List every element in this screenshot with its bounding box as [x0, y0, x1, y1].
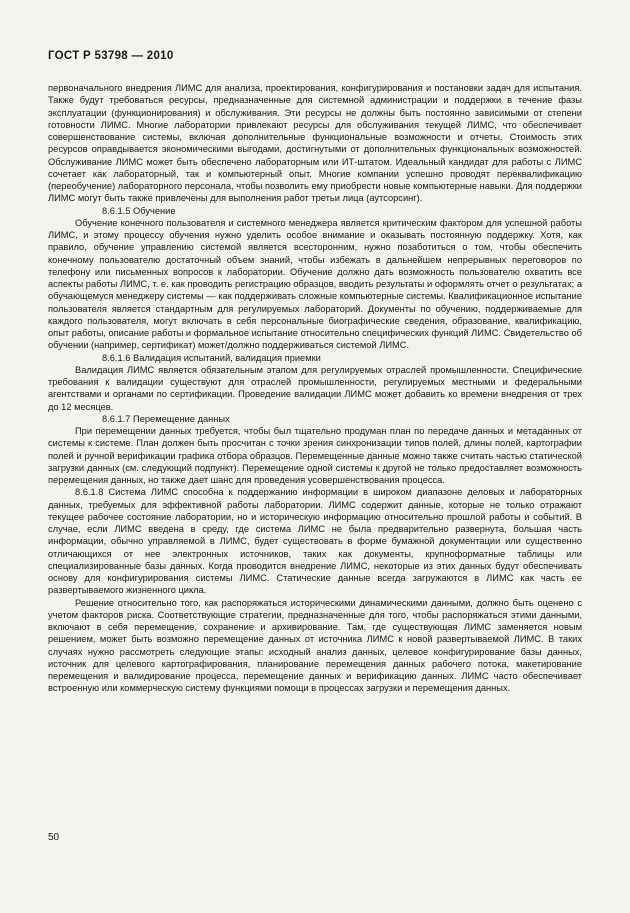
- section-heading-training: 8.6.1.5 Обучение: [102, 205, 176, 216]
- paragraph-continuation: первоначального внедрения ЛИМС для анализа, проектирования, конфигурирования и постановки задач для испытания. Также будут требоваться ресурсы, предназначенные для системной администрации и поддержки в течение фазы эксплуатации (функционирования) и обслуживания. Эти ресурсы не должны быть постоянно зависимыми от степени готовности ЛИМС. Многие лаборатории привлекают ресурсы для обслуживания текущей ЛИМС, что обеспечивает совершенствование системы, включая дополнительные функциональные возможности и отчеты. Стоимость этих ресурсов оправдывается экономическими выгодами, достигнутыми от дополнительных функциональных возможностей. Обслуживание ЛИМС может быть обеспечено лабораторным или ИТ-штатом. Идеальный кандидат для работы с ЛИМС сочетает как лабораторный, так и компьютерный опыт. Многие компании успешно проводят переквалификацию (переобучение) лабораторного персонала, чтобы позволить ему приобрести новые компьютерные навыки. Для поддержки ЛИМС могут быть также привлечены для выполнения работ третьи лица (аутсорсинг).: [48, 83, 582, 204]
- section-heading-validation: 8.6.1.6 Валидация испытаний, валидация приемки: [102, 352, 321, 363]
- paragraph-validation: Валидация ЛИМС является обязательным этапом для регулируемых отраслей промышленности. Специфические требования к валидации существуют для отраслей промышленности, регулируемых местными и федеральными агентствами и органами по сертификации. Проведение валидации ЛИМС может добавить ко времени внедрения от трех до 12 месяцев.: [48, 364, 582, 412]
- page-number: 50: [48, 832, 60, 843]
- document-body: [48, 82, 582, 695]
- paragraph-lims-data: 8.6.1.8 Система ЛИМС способна к поддержанию информации в широком диапазоне деловых и лабораторных данных, требуемых для эффективной работы лаборатории. ЛИМС содержит данные, которые не только отражают текущее рабочее состояние лаборатории, но и историческую информацию относительно прошлой работы и событий. В случае, если ЛИМС введена в среду, где система ЛИМС не была предварительно развернута, большая часть информации, обычно управляемой в ЛИМС, будет существовать в форме бумажной документации или существенно отличающихся от нее электронных источников, таких как документы, крупноформатные таблицы или специализированные базы данных. Когда проводится внедрение ЛИМС, некоторые из этих данных будут обеспечивать основу для конфигурирования системы ЛИМС. Статические данные всегда загружаются в ЛИМС как часть ее развертываемого жизненного цикла.: [48, 487, 582, 596]
- paragraph-historical-data: Решение относительно того, как распоряжаться историческими динамическими данными, должно быть оценено с учетом факторов риска. Соответствующие стратегии, предназначенные для того, чтобы распоряжаться этими данными, включают в себя перемещение, сохранение и архивирование. Там, где существующая ЛИМС заменяется новым решением, может быть возможно перемещение данных от источника ЛИМС к новой развертываемой ЛИМС. В таких случаях нужно рассмотреть следующие этапы: исходный анализ данных, целевое конфигурирование базы данных, источник для целевого картографирования, планирование перемещения данных рабочего потока, макетирование перемещения и валидирование процесса, перемещение данных и верификацию данных. ЛИМС часто обеспечивает встроенную или коммерческую систему функциями помощи в процессах загрузки и перемещения данных.: [48, 597, 582, 694]
- paragraph-training: Обучение конечного пользователя и системного менеджера является критическим фактором для успешной работы ЛИМС, и этому процессу обучения нужно уделить особое внимание и оказывать постоянную поддержку. Хотя, как правило, обучение управлению системой является всесторонним, нужно позаботиться о том, чтобы обеспечить конечному пользователю достаточный объем знаний, чтобы избежать в дальнейшем непрерывных переговоров по телефону или письменных вопросов к лаборатории. Обучение должно дать возможность пользователю охватить все аспекты работы ЛИМС, т. е. как проводить регистрацию образцов, вводить результаты и оформлять отчет о результатах; а обучающемуся менеджеру системы — как поддерживать сложные компьютерные системы. Квалификационное испытание пользователя является стандартным для регулируемых лабораторий. Документы по обучению, поддерживаемые для каждого пользователя, могут включать в себя персональные биографические сведения, образование, квалификацию, опыт работы, описание работы и формальное испытание относительно специфических функций ЛИМС. Свидетельство об обучении (например, сертификат) может/должно поддерживаться системой ЛИМС.: [48, 217, 582, 351]
- section-heading-data-migration: 8.6.1.7 Перемещение данных: [102, 413, 230, 424]
- paragraph-data-migration: При перемещении данных требуется, чтобы был тщательно продуман план по передаче данных и метаданных от системы к системе. План должен быть просчитан с точки зрения синхронизации типов полей, длины полей, картографии полей и ручной верификации графика отбора образцов. Перемещенные данные можно также считать частью статической загрузки данных (см. следующий подпункт). Перемещение одной системы к другой не только предоставляет возможность перемещения данных, но также дает шанс для проведения усовершенствования процесса.: [48, 426, 582, 485]
- document-header: ГОСТ Р 53798 — 2010: [48, 50, 174, 62]
